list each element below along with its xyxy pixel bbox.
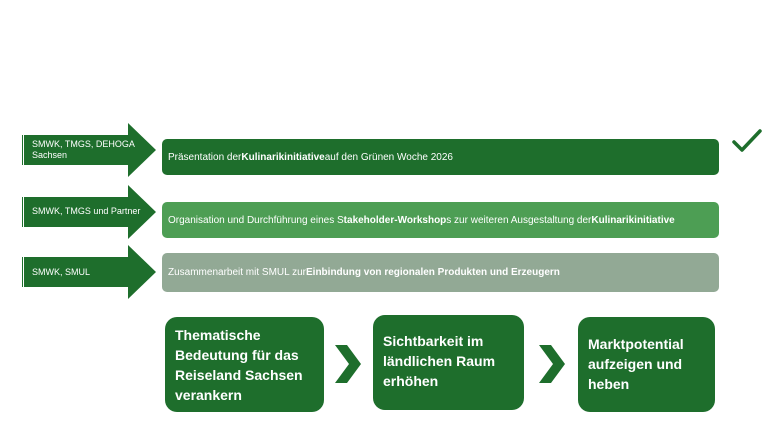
actor-label-1: SMWK, TMGS, DEHOGA Sachsen: [32, 139, 135, 160]
actor-arrow-2: [22, 185, 156, 239]
action-bar-2: Organisation und Durchführung eines S takeholder-Workshop s zur weiteren Ausgestaltung der Kulinarikinitiative: [162, 202, 719, 238]
goal-box-1: Thematische Bedeutung für das Reiseland Sachsen verankern: [165, 317, 324, 412]
action-bar-3: Zusammenarbeit mit SMUL zur Einbindung von regionalen Produkten und Erzeugern: [162, 253, 719, 292]
actor-label-3: SMWK, SMUL: [32, 267, 91, 277]
chevron-right-icon: [335, 345, 361, 383]
actor-label-2: SMWK, TMGS und Partner: [32, 206, 141, 216]
goal-box-3: Marktpotential aufzeigen und heben: [578, 317, 715, 412]
actor-arrow-1: [22, 123, 156, 177]
actor-arrow-3: [22, 245, 156, 299]
action-bar-1: Präsentation der Kulinarikinitiative auf den Grünen Woche 2026: [162, 139, 719, 175]
chevron-right-icon: [539, 345, 565, 383]
goal-box-2: Sichtbarkeit im ländlichen Raum erhöhen: [373, 315, 524, 410]
checkmark-icon: [732, 128, 762, 154]
